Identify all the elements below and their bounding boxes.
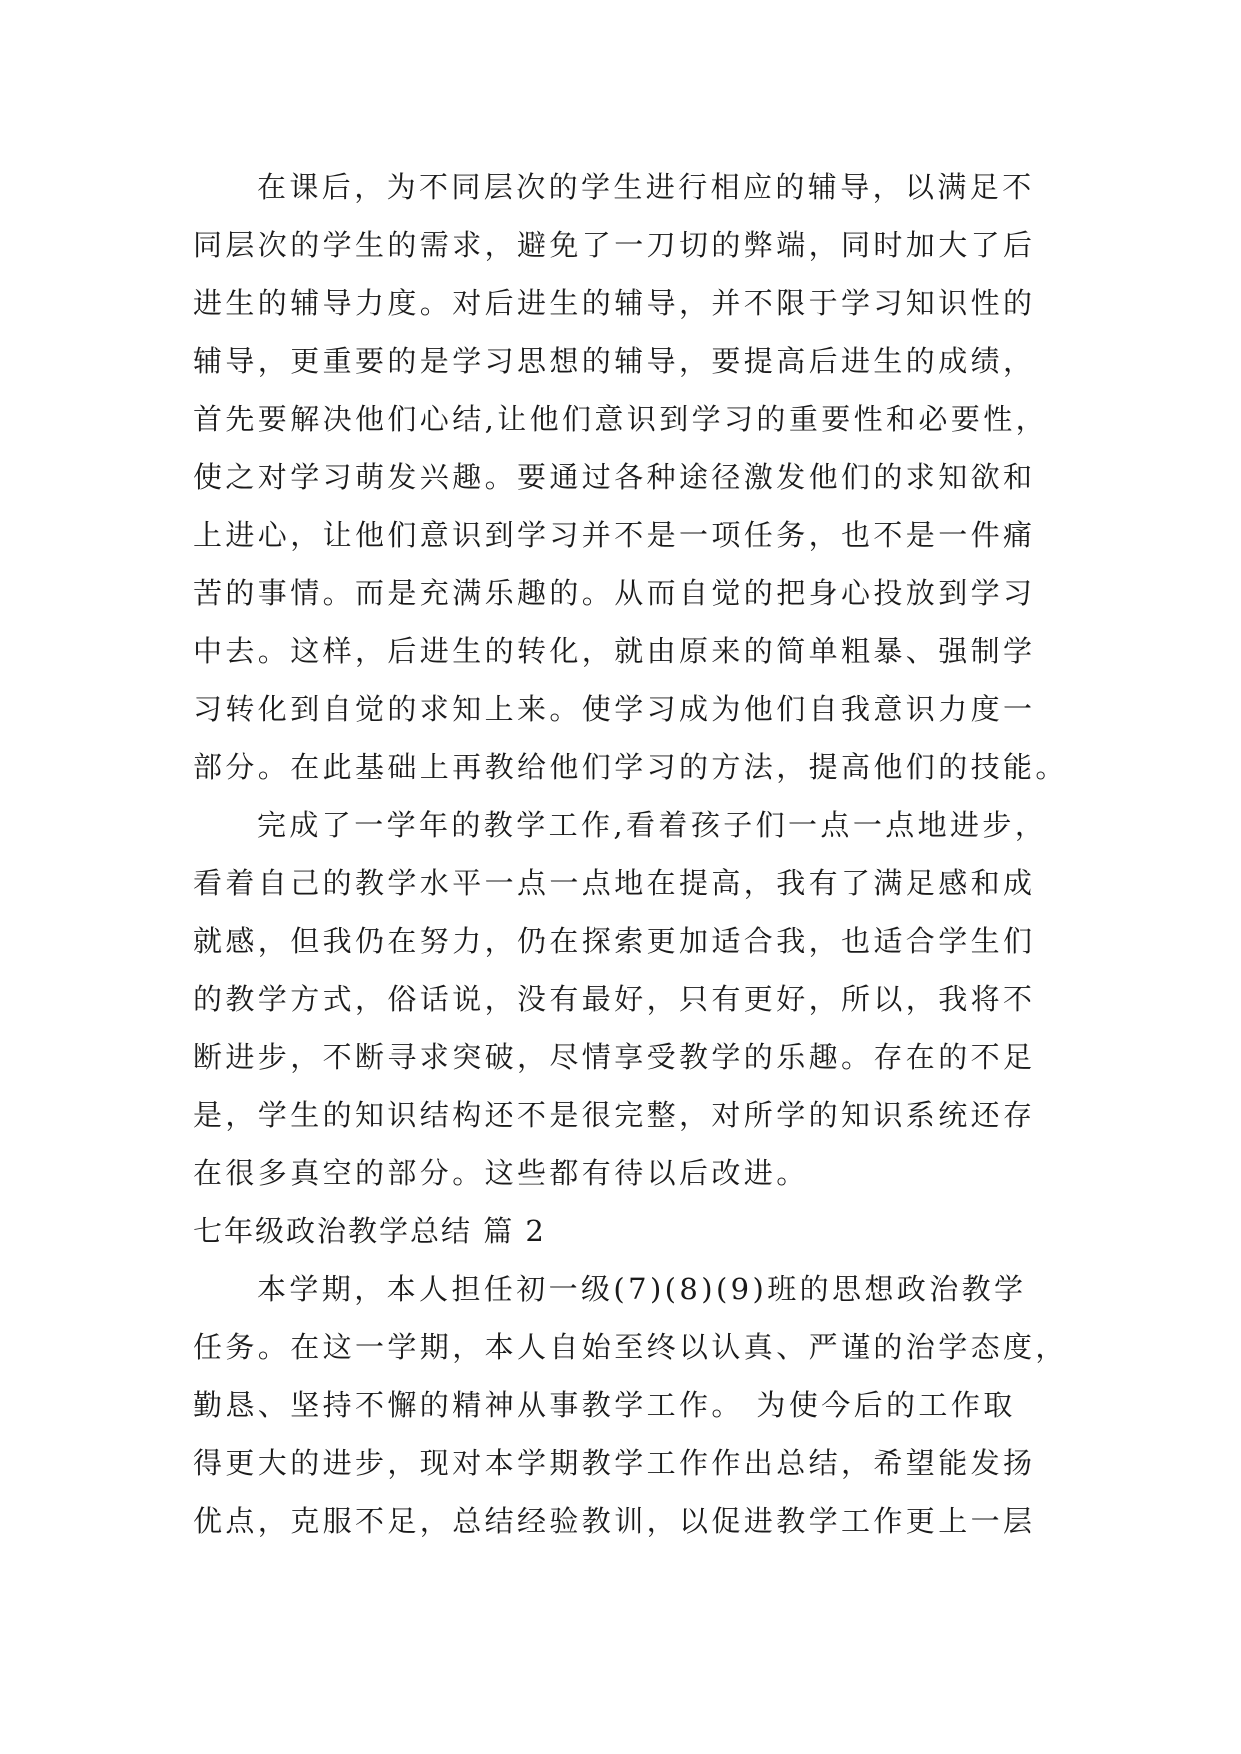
text-line: 本学期，本人担任初一级(7)(8)(9)班的思想政治教学 — [257, 1272, 1027, 1306]
text-line: 完成了一学年的教学工作,看着孩子们一点一点地进步， — [257, 808, 1048, 842]
text-line: 看着自己的教学水平一点一点地在提高，我有了满足感和成 — [193, 866, 1036, 900]
text-line: 习转化到自觉的求知上来。使学习成为他们自我意识力度一 — [193, 692, 1036, 726]
text-line: 上进心，让他们意识到学习并不是一项任务，也不是一件痛 — [193, 518, 1036, 552]
text-line: 勤恳、坚持不懈的精神从事教学工作。 为使今后的工作取 — [193, 1388, 1016, 1422]
section-heading: 七年级政治教学总结 篇 2 — [193, 1214, 546, 1248]
text-line: 得更大的进步，现对本学期教学工作作出总结，希望能发扬 — [193, 1446, 1036, 1480]
text-line: 使之对学习萌发兴趣。要通过各种途径激发他们的求知欲和 — [193, 460, 1036, 494]
text-line: 优点，克服不足，总结经验教训，以促进教学工作更上一层 — [193, 1504, 1036, 1538]
text-line: 同层次的学生的需求，避免了一刀切的弊端，同时加大了后 — [193, 228, 1036, 262]
text-line: 的教学方式，俗话说，没有最好，只有更好，所以，我将不 — [193, 982, 1036, 1016]
text-line: 在课后，为不同层次的学生进行相应的辅导，以满足不 — [257, 170, 1035, 204]
text-line: 断进步，不断寻求突破，尽情享受教学的乐趣。存在的不足 — [193, 1040, 1036, 1074]
text-line: 中去。这样，后进生的转化，就由原来的简单粗暴、强制学 — [193, 634, 1036, 668]
text-line: 任务。在这一学期，本人自始至终以认真、严谨的治学态度， — [193, 1330, 1068, 1364]
text-line: 辅导，更重要的是学习思想的辅导，要提高后进生的成绩， — [193, 344, 1036, 378]
text-line: 首先要解决他们心结,让他们意识到学习的重要性和必要性， — [193, 402, 1049, 436]
text-line: 苦的事情。而是充满乐趣的。从而自觉的把身心投放到学习 — [193, 576, 1036, 610]
document-body — [193, 158, 1068, 1550]
text-line: 在很多真空的部分。这些都有待以后改进。 — [193, 1156, 809, 1190]
text-line: 就感，但我仍在努力，仍在探索更加适合我，也适合学生们 — [193, 924, 1036, 958]
text-line: 部分。在此基础上再教给他们学习的方法，提高他们的技能。 — [193, 750, 1068, 784]
text-line: 进生的辅导力度。对后进生的辅导，并不限于学习知识性的 — [193, 286, 1036, 320]
text-line: 是，学生的知识结构还不是很完整，对所学的知识系统还存 — [193, 1098, 1036, 1132]
